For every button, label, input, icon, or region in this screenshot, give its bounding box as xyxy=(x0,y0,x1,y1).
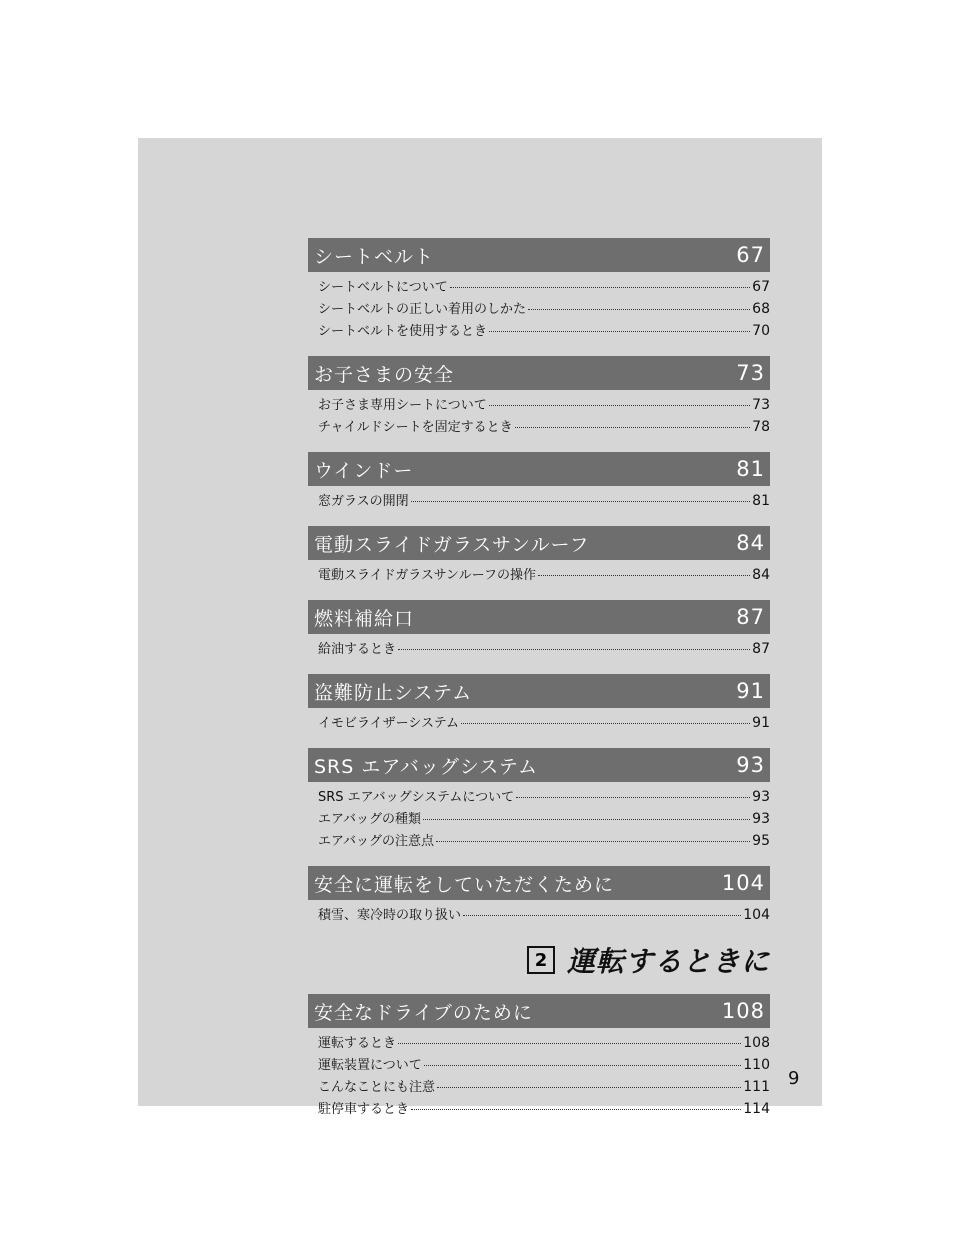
entry-page: 81 xyxy=(752,493,770,509)
section-title: お子さまの安全 xyxy=(314,363,455,386)
section-title: 電動スライドガラスサンルーフ xyxy=(314,533,590,556)
chapter-number: 2 xyxy=(527,946,555,974)
entry-title: チャイルドシートを固定するとき xyxy=(318,420,513,435)
entry-list xyxy=(308,390,770,438)
dot-leader xyxy=(398,1043,741,1044)
section-title: 盗難防止システム xyxy=(314,681,473,704)
entry-title: 積雪、寒冷時の取り扱い xyxy=(318,908,462,923)
toc-entry[interactable] xyxy=(318,830,770,852)
section-title: SRS エアバッグシステム xyxy=(314,755,538,778)
entry-page: 95 xyxy=(752,833,770,849)
dot-leader xyxy=(489,331,750,332)
toc-entry[interactable] xyxy=(318,638,770,660)
entry-title: 電動スライドガラスサンルーフの操作 xyxy=(318,568,536,583)
toc-entry[interactable] xyxy=(318,564,770,586)
section-header[interactable] xyxy=(308,994,770,1028)
section-page: 91 xyxy=(736,679,765,703)
entry-title: 駐停車するとき xyxy=(318,1102,410,1117)
section-header[interactable] xyxy=(308,452,770,486)
toc-entry[interactable] xyxy=(318,1032,770,1054)
section-title: シートベルト xyxy=(314,245,435,268)
entry-page: 68 xyxy=(752,301,770,317)
section-header[interactable] xyxy=(308,674,770,708)
entry-title: 運転するとき xyxy=(318,1036,397,1051)
table-of-contents xyxy=(308,238,770,1134)
toc-section xyxy=(308,674,770,734)
section-header[interactable] xyxy=(308,526,770,560)
toc-entry[interactable] xyxy=(318,490,770,512)
dot-leader xyxy=(424,1065,742,1066)
entry-title: お子さま専用シートについて xyxy=(318,398,487,413)
chapter-heading xyxy=(308,940,770,980)
dot-leader xyxy=(516,797,750,798)
section-header[interactable] xyxy=(308,238,770,272)
toc-entry[interactable] xyxy=(318,394,770,416)
section-page: 108 xyxy=(721,999,765,1023)
entry-title: SRS エアバッグシステムについて xyxy=(318,790,515,805)
dot-leader xyxy=(538,575,750,576)
dot-leader xyxy=(423,819,750,820)
section-page: 81 xyxy=(736,457,765,481)
dot-leader xyxy=(461,723,750,724)
entry-title: こんなことにも注意 xyxy=(318,1080,436,1095)
toc-section xyxy=(308,866,770,926)
dot-leader xyxy=(528,309,750,310)
section-page: 104 xyxy=(721,871,765,895)
entry-title: シートベルトを使用するとき xyxy=(318,324,488,339)
entry-title: イモビライザーシステム xyxy=(318,716,460,731)
section-title: 安全に運転をしていただくために xyxy=(314,873,615,896)
dot-leader xyxy=(450,287,750,288)
section-page: 67 xyxy=(736,243,765,267)
entry-title: エアバッグの種類 xyxy=(318,812,421,827)
toc-entry[interactable] xyxy=(318,320,770,342)
toc-entry[interactable] xyxy=(318,786,770,808)
toc-entry[interactable] xyxy=(318,712,770,734)
dot-leader xyxy=(515,427,751,428)
section-title: 安全なドライブのために xyxy=(314,1001,533,1024)
entry-title: 給油するとき xyxy=(318,642,397,657)
toc-entry[interactable] xyxy=(318,1098,770,1120)
section-title: 燃料補給口 xyxy=(314,607,415,630)
entry-page: 91 xyxy=(752,715,770,731)
section-header[interactable] xyxy=(308,600,770,634)
section-page: 84 xyxy=(736,531,765,555)
entry-title: シートベルトの正しい着用のしかた xyxy=(318,302,527,317)
toc-entry[interactable] xyxy=(318,416,770,438)
entry-list xyxy=(308,782,770,852)
entry-list xyxy=(308,560,770,586)
entry-page: 84 xyxy=(752,567,770,583)
entry-page: 108 xyxy=(743,1035,770,1051)
dot-leader xyxy=(411,501,751,502)
entry-page: 93 xyxy=(752,789,770,805)
entry-page: 73 xyxy=(752,397,770,413)
section-page: 93 xyxy=(736,753,765,777)
section-page: 73 xyxy=(736,361,765,385)
entry-page: 111 xyxy=(743,1079,770,1095)
toc-section xyxy=(308,994,770,1120)
entry-page: 114 xyxy=(743,1101,770,1117)
toc-entry[interactable] xyxy=(318,904,770,926)
entry-page: 104 xyxy=(743,907,770,923)
entry-page: 87 xyxy=(752,641,770,657)
section-header[interactable] xyxy=(308,356,770,390)
dot-leader xyxy=(411,1109,741,1110)
toc-entry[interactable] xyxy=(318,298,770,320)
toc-entry[interactable] xyxy=(318,1076,770,1098)
entry-list xyxy=(308,900,770,926)
section-title: ウインドー xyxy=(314,459,414,482)
dot-leader xyxy=(436,841,750,842)
entry-page: 93 xyxy=(752,811,770,827)
toc-section xyxy=(308,526,770,586)
chapter-title: 運転するときに xyxy=(566,945,770,978)
entry-title: 窓ガラスの開閉 xyxy=(318,494,409,509)
toc-section xyxy=(308,356,770,438)
dot-leader xyxy=(398,649,750,650)
entry-title: 運転装置について xyxy=(318,1058,422,1073)
section-page: 87 xyxy=(736,605,765,629)
entry-list xyxy=(308,634,770,660)
dot-leader xyxy=(463,915,741,916)
entry-list xyxy=(308,272,770,342)
toc-entry[interactable] xyxy=(318,1054,770,1076)
entry-list xyxy=(308,486,770,512)
toc-section xyxy=(308,600,770,660)
section-header[interactable] xyxy=(308,748,770,782)
entry-list xyxy=(308,708,770,734)
toc-entry[interactable] xyxy=(318,808,770,830)
dot-leader xyxy=(437,1087,741,1088)
page-number: 9 xyxy=(788,1068,800,1089)
toc-section xyxy=(308,748,770,852)
entry-page: 78 xyxy=(752,419,770,435)
entry-page: 110 xyxy=(743,1057,770,1073)
sections-group xyxy=(308,238,770,926)
entry-list xyxy=(308,1028,770,1120)
section-header[interactable] xyxy=(308,866,770,900)
toc-section xyxy=(308,238,770,342)
chapter-sections-group xyxy=(308,994,770,1120)
toc-entry[interactable] xyxy=(318,276,770,298)
entry-title: シートベルトについて xyxy=(318,280,448,295)
dot-leader xyxy=(489,405,750,406)
entry-page: 70 xyxy=(752,323,770,339)
toc-section xyxy=(308,452,770,512)
entry-page: 67 xyxy=(752,279,770,295)
entry-title: エアバッグの注意点 xyxy=(318,834,434,849)
